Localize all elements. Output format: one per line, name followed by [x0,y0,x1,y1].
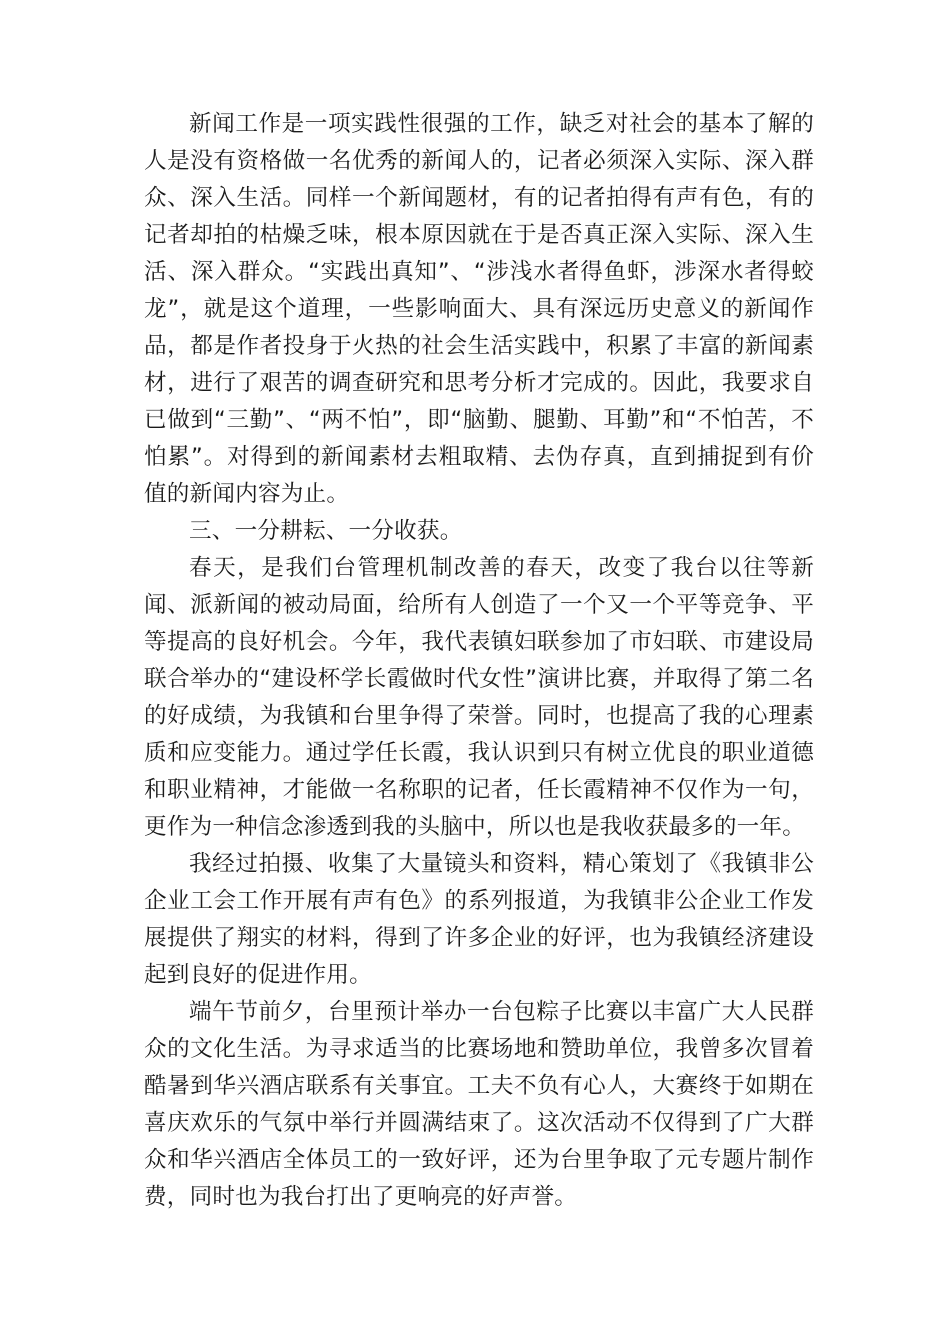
paragraph-news-practice: 新闻工作是一项实践性很强的工作，缺乏对社会的基本了解的人是没有资格做一名优秀的新闻人的，记者必须深入实际、深入群众、深入生活。同样一个新闻题材，有的记者拍得有声有色，有的记者却拍的枯燥乏味，根本原因就在于是否真正深入实际、深入生活、深入群众。“实践出真知”、“涉浅水者得鱼虾，涉深水者得蛟龙”，就是这个道理，一些影响面大、具有深远历史意义的新闻作品，都是作者投身于火热的社会生活实践中，积累了丰富的新闻素材，进行了艰苦的调查研究和思考分析才完成的。因此，我要求自已做到“三勤”、“两不怕”，即“脑勤、腿勤、耳勤”和“不怕苦，不怕累”。对得到的新闻素材去粗取精、去伪存真，直到捕捉到有价值的新闻内容为止。 [144,111,814,507]
section-heading: 三、一分耕耘、一分收获。 [189,518,463,544]
paragraph-spring-reform: 春天，是我们台管理机制改善的春天，改变了我台以往等新闻、派新闻的被动局面，给所有人创造了一个又一个平等竞争、平等提高的良好机会。今年，我代表镇妇联参加了市妇联、市建设局联合举办的“建设杯学长霞做时代女性”演讲比赛，并取得了第二名的好成绩，为我镇和台里争得了荣誉。同时，也提高了我的心理素质和应变能力。通过学任长霞，我认识到只有树立优良的职业道德和职业精神，才能做一名称职的记者，任长霞精神不仅作为一句，更作为一种信念渗透到我的头脑中，所以也是我收获最多的一年。 [144,555,814,840]
paragraph-dragon-boat-event: 端午节前夕，台里预计举办一台包粽子比赛以丰富广大人民群众的文化生活。为寻求适当的比赛场地和赞助单位，我曾多次冒着酷暑到华兴酒店联系有关事宜。工夫不负有心人，大赛终于如期在喜庆欢乐的气氛中举行并圆满结束了。这次活动不仅得到了广大群众和华兴酒店全体员工的一致好评，还为台里争取了元专题片制作费，同时也为我台打出了更响亮的好声誉。 [144,999,814,1210]
paragraph-union-report: 我经过拍摄、收集了大量镜头和资料，精心策划了《我镇非公企业工会工作开展有声有色》的系列报道，为我镇非公企业工作发展提供了翔实的材料，得到了许多企业的好评，也为我镇经济建设起到良好的促进作用。 [144,851,814,988]
document-body [144,106,814,1216]
